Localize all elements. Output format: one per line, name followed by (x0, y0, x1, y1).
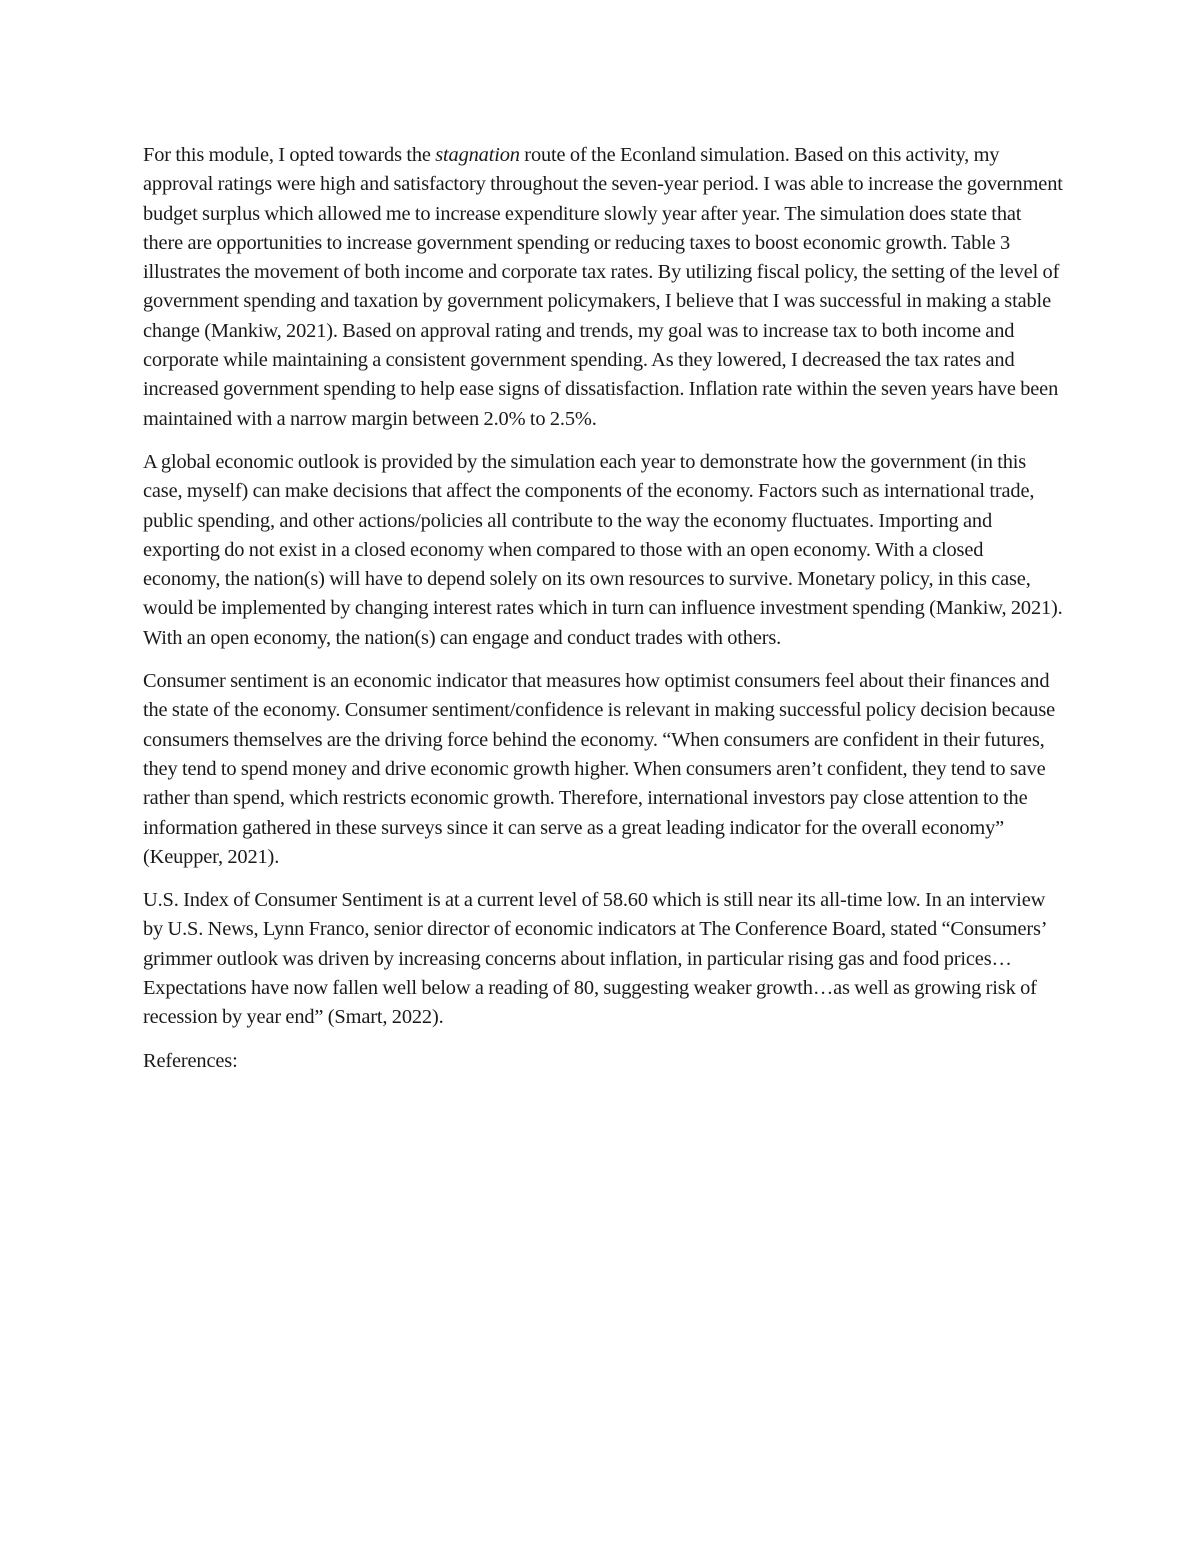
paragraph-1-text-end: route of the Econland simulation. Based on this activity, my approval ratings were high and satisfactory throughout the seven-year period. I was able to increase the government budget surplus which allowed me to increase expenditure slowly year after year. The simulation does state that there are opportunities to increase government spending or reducing taxes to boost economic growth. Table 3 illustrates the movement of both income and corporate tax rates. By utilizing fiscal policy, the setting of the level of government spending and taxation by government policymakers, I believe that I was successful in making a stable change (Mankiw, 2021). Based on approval rating and trends, my goal was to increase tax to both income and corporate while maintaining a consistent government spending. As they lowered, I decreased the tax rates and increased government spending to help ease signs of dissatisfaction. Inflation rate within the seven years have been maintained with a narrow margin between 2.0% to 2.5%. (143, 144, 1063, 430)
references-heading: References: (143, 1049, 238, 1072)
document-body (143, 141, 1063, 1090)
paragraph-consumer-sentiment: Consumer sentiment is an economic indicator that measures how optimist consumers feel about their finances and the state of the economy. Consumer sentiment/confidence is relevant in making successful policy decision because consumers themselves are the driving force behind the economy. “When consumers are confident in their futures, they tend to spend money and drive economic growth higher. When consumers aren’t confident, they tend to save rather than spend, which restricts economic growth. Therefore, international investors pay close attention to the information gathered in these surveys since it can serve as a great leading indicator for the overall economy” (Keupper, 2021). (143, 670, 1055, 868)
paragraph-1-text-start: For this module, I opted towards the (143, 144, 436, 166)
paragraph-global-outlook: A global economic outlook is provided by the simulation each year to demonstrate how the government (in this case, myself) can make decisions that affect the components of the economy. Factors such as international trade, public spending, and other actions/policies all contribute to the way the economy fluctuates. Importing and exporting do not exist in a closed economy when compared to those with an open economy. With a closed economy, the nation(s) will have to depend solely on its own resources to survive. Monetary policy, in this case, would be implemented by changing interest rates which in turn can influence investment spending (Mankiw, 2021). With an open economy, the nation(s) can engage and conduct trades with others. (143, 450, 1063, 649)
paragraph-1-emphasis: stagnation (435, 144, 520, 166)
paragraph-us-index: U.S. Index of Consumer Sentiment is at a current level of 58.60 which is still near its all-time low. In an interview by U.S. News, Lynn Franco, senior director of economic indicators at The Conference Board, stated “Consumers’ grimmer outlook was driven by increasing concerns about inflation, in particular rising gas and food prices…Expectations have now fallen well below a reading of 80, suggesting weaker growth…as well as growing risk of recession by year end” (Smart, 2022). (143, 889, 1046, 1029)
paragraph-stagnation-route (143, 141, 1063, 434)
